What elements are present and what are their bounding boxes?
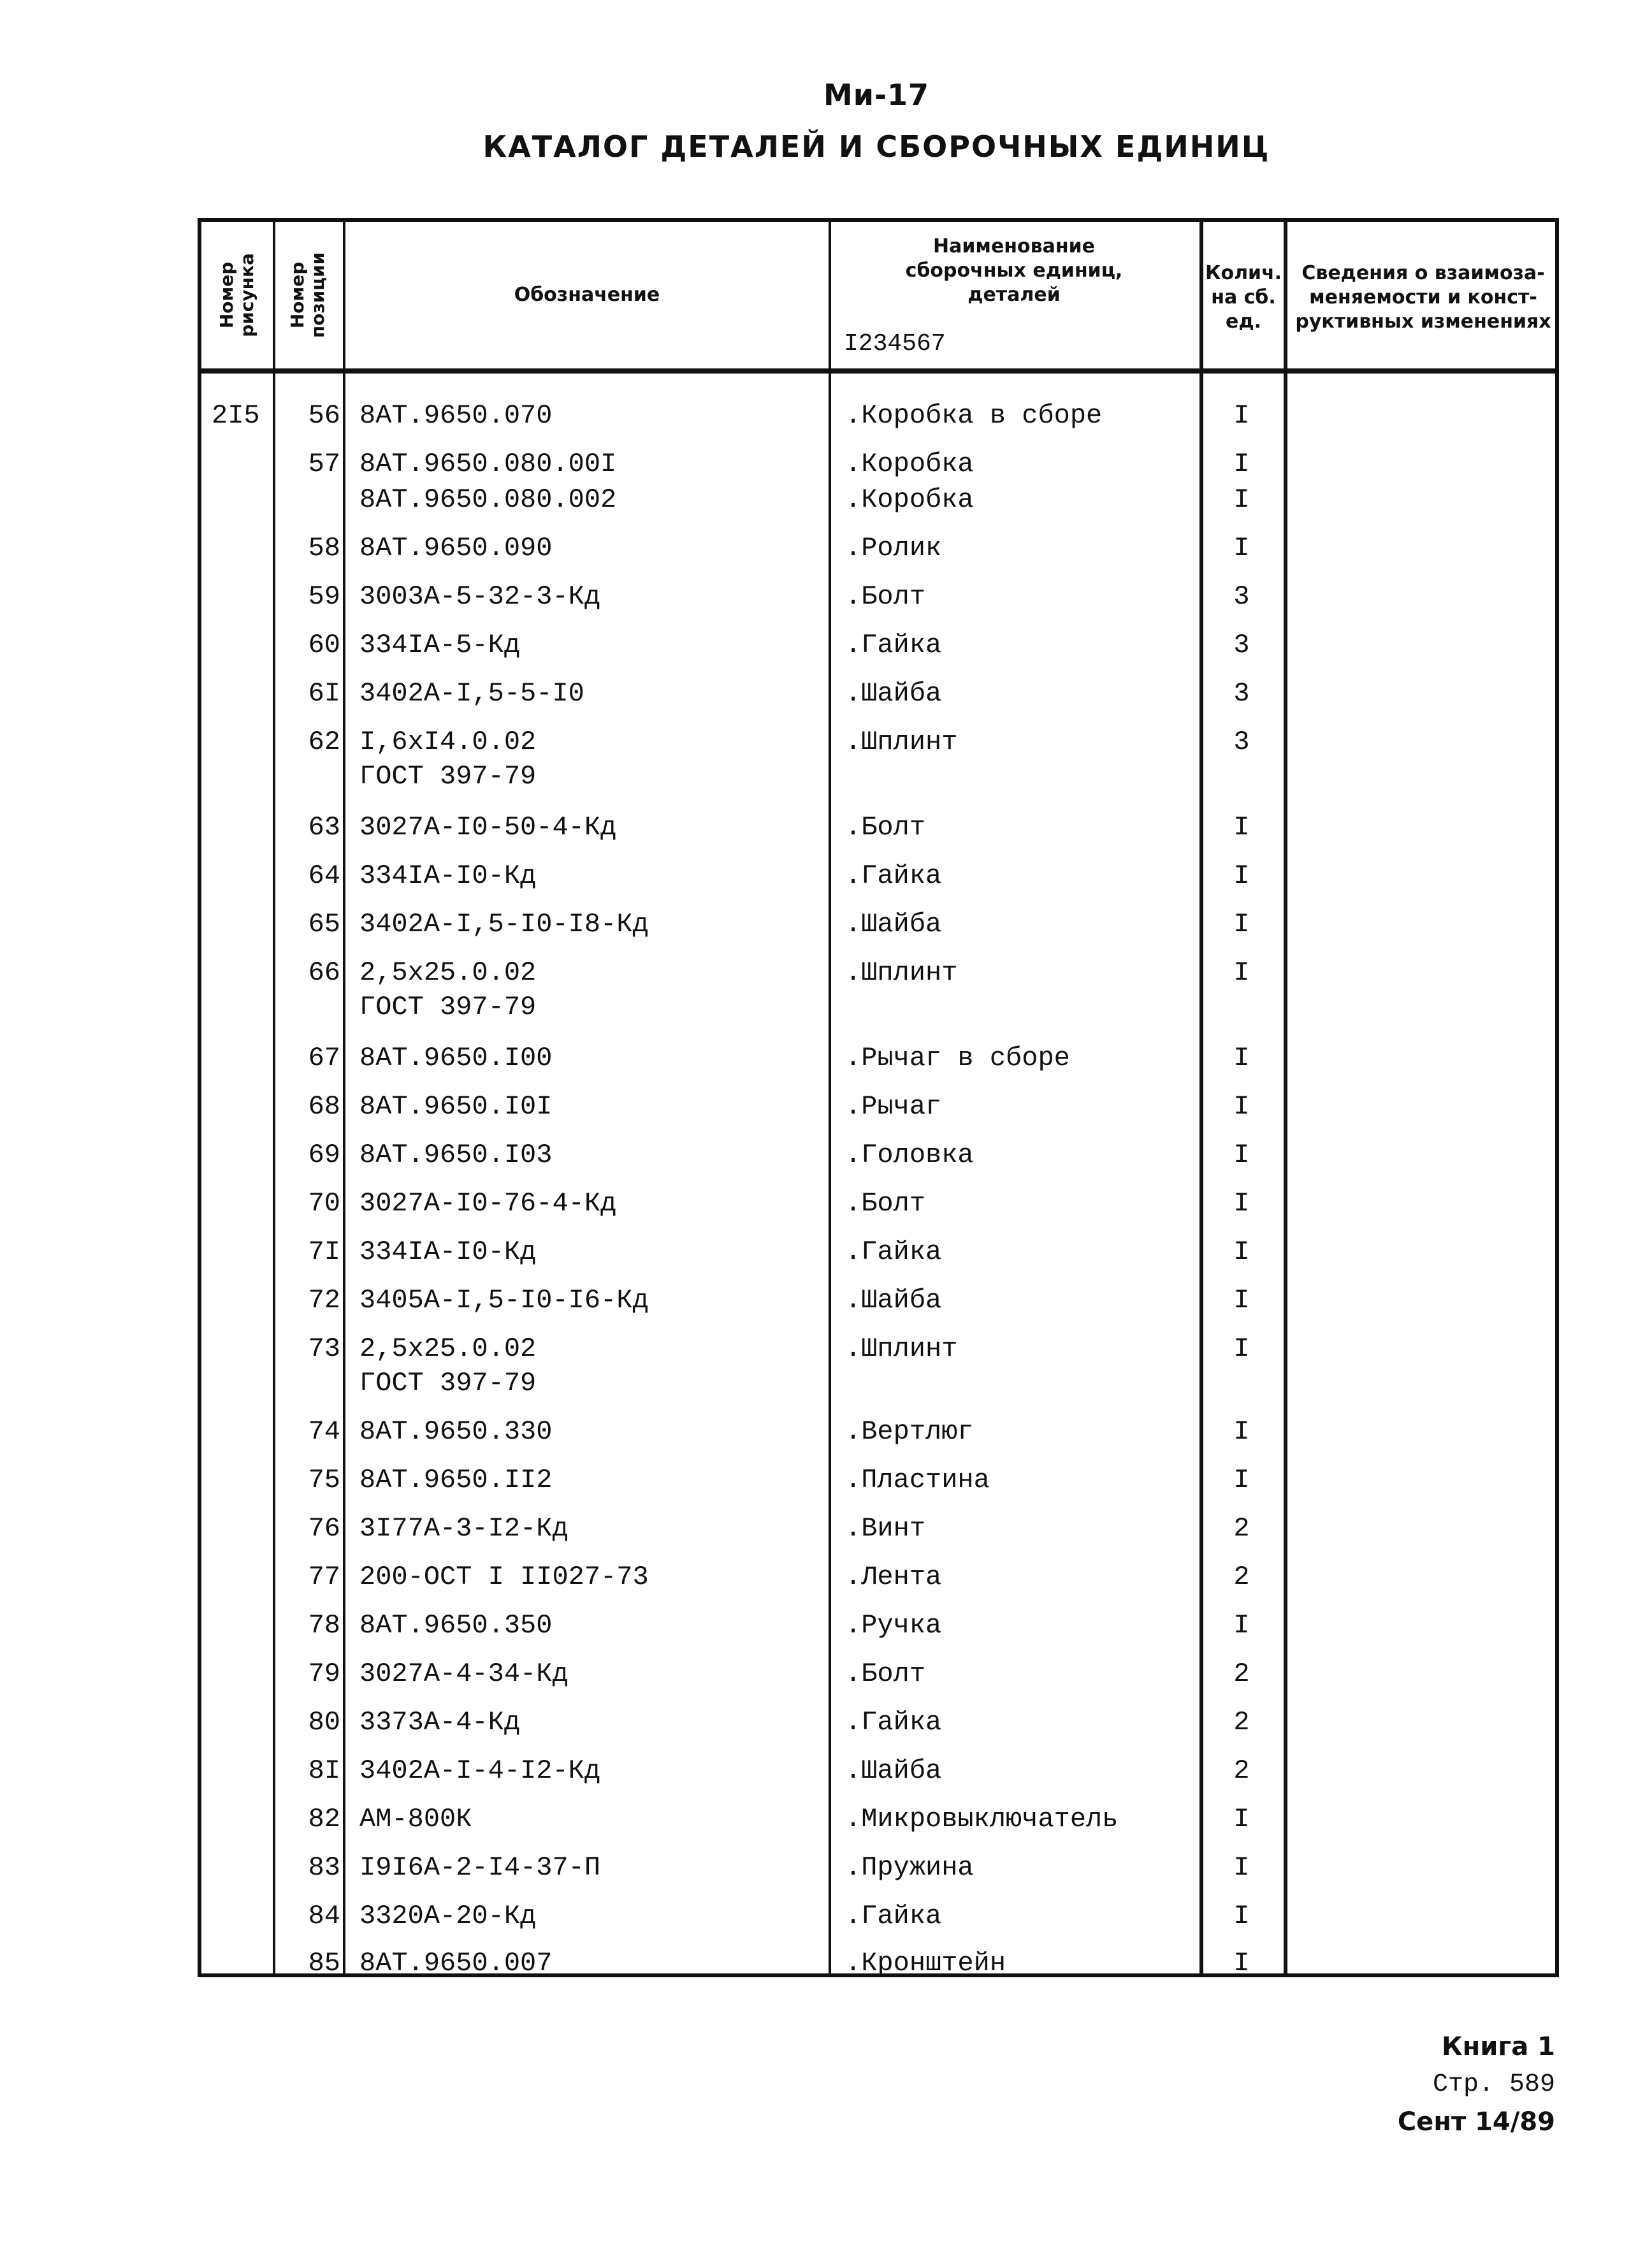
row-designation: ГОСТ 397-79 [359,761,537,792]
row-name: .Гайка [845,1901,942,1931]
row-name: .Болт [845,581,926,612]
row-quantity: 2 [1233,1513,1250,1544]
row-position: 8I [308,1755,340,1786]
row-name: .Гайка [845,861,942,891]
row-quantity: I [1233,1416,1250,1447]
footer-date: Сент 14/89 [1397,2107,1555,2137]
row-designation: I9I6А-2-I4-37-П [359,1852,601,1883]
column-divider [343,222,345,1973]
row-name: .Шайба [845,1285,942,1316]
row-designation: 334IА-5-Кд [359,630,521,660]
row-name: .Рычаг в сборе [845,1043,1070,1073]
row-designation: 3027А-I0-50-4-Кд [359,812,617,843]
row-name: .Шплинт [845,727,958,757]
row-quantity: I [1233,533,1250,563]
row-position: 72 [308,1285,340,1316]
column-divider [829,222,831,1973]
row-designation: 200-ОСТ I II027-73 [359,1562,649,1592]
row-name: .Ролик [845,533,942,563]
row-quantity: 3 [1233,727,1250,757]
row-quantity: I [1233,861,1250,891]
row-quantity: I [1233,1140,1250,1170]
row-quantity: I [1233,957,1250,988]
row-quantity: I [1233,1043,1250,1073]
row-name: .Винт [845,1513,926,1544]
row-position: 76 [308,1513,340,1544]
footer-book: Книга 1 [1441,2032,1555,2061]
row-quantity: I [1233,1285,1250,1316]
row-designation: 3402А-I,5-5-I0 [359,678,584,709]
row-quantity: 3 [1233,581,1250,612]
row-designation: 8АТ.9650.350 [359,1610,553,1641]
row-position: 84 [308,1901,340,1931]
row-designation: 3I77А-3-I2-Кд [359,1513,569,1544]
row-designation: 8АТ.9650.080.002 [359,484,617,515]
row-quantity: I [1233,484,1250,515]
row-quantity: I [1233,1852,1250,1883]
row-name: .Лента [845,1562,942,1592]
row-name: .Болт [845,1188,926,1219]
row-position: 68 [308,1091,340,1122]
row-name: .Болт [845,1659,926,1689]
row-position: 70 [308,1188,340,1219]
row-position: 6I [308,678,340,709]
row-position: 78 [308,1610,340,1641]
header-designation: Обозначение [514,284,660,306]
row-position: 64 [308,861,340,891]
row-position: 69 [308,1140,340,1170]
parts-table [198,218,1559,1977]
row-quantity: I [1233,1465,1250,1495]
row-designation: 8АТ.9650.I00 [359,1043,553,1073]
row-position: 79 [308,1659,340,1689]
row-name: .Рычаг [845,1091,942,1122]
row-position: 63 [308,812,340,843]
row-designation: 3402А-I-4-I2-Кд [359,1755,601,1786]
row-designation: 8АТ.9650.080.00I [359,449,617,479]
row-name: .Коробка [845,449,974,479]
row-position: 59 [308,581,340,612]
row-position: 7I [308,1237,340,1267]
row-name: .Болт [845,812,926,843]
row-designation: 2,5х25.0.02 [359,1333,537,1364]
row-name: .Головка [845,1140,974,1170]
row-designation: 8АТ.9650.007 [359,1948,553,1979]
row-name: .Гайка [845,630,942,660]
header-figure-number: Номер рисунка [216,253,257,337]
row-quantity: I [1233,1948,1250,1979]
row-designation: 8АТ.9650.II2 [359,1465,553,1495]
header-position-number: Номер позиции [287,252,328,338]
footer-page: Стр. 589 [1432,2070,1555,2099]
row-quantity: I [1233,449,1250,479]
row-name: .Ручка [845,1610,942,1641]
row-position: 75 [308,1465,340,1495]
row-quantity: 3 [1233,630,1250,660]
row-name: .Микровыключатель [845,1804,1119,1834]
row-quantity: I [1233,1610,1250,1641]
row-designation: АМ-800К [359,1804,472,1834]
header-indent-code: I234567 [844,330,946,358]
row-quantity: I [1233,400,1250,431]
row-quantity: 2 [1233,1562,1250,1592]
row-name: .Гайка [845,1707,942,1738]
row-position: 85 [308,1948,340,1979]
row-quantity: 2 [1233,1707,1250,1738]
row-position: 58 [308,533,340,563]
row-position: 73 [308,1333,340,1364]
row-designation: 334IА-I0-Кд [359,861,537,891]
row-designation: 3003А-5-32-3-Кд [359,581,601,612]
row-quantity: 3 [1233,678,1250,709]
row-position: 80 [308,1707,340,1738]
row-designation: 8АТ.9650.090 [359,533,553,563]
row-designation: I,6хI4.0.02 [359,727,537,757]
row-position: 67 [308,1043,340,1073]
header-quantity: Колич. на сб. ед. [1205,262,1282,333]
row-position: 74 [308,1416,340,1447]
row-designation: 3405А-I,5-I0-I6-Кд [359,1285,649,1316]
column-divider [1284,222,1287,1973]
row-designation: 3320А-20-Кд [359,1901,537,1931]
row-designation: 334IА-I0-Кд [359,1237,537,1267]
row-position: 66 [308,957,340,988]
row-position: 83 [308,1852,340,1883]
row-name: .Коробка [845,484,974,515]
row-name: .Шплинт [845,957,958,988]
row-designation: 8АТ.9650.I0I [359,1091,553,1122]
row-designation: 3027А-I0-76-4-Кд [359,1188,617,1219]
row-position: 77 [308,1562,340,1592]
row-designation: 3027А-4-34-Кд [359,1659,569,1689]
figure-number: 2I5 [212,400,260,431]
row-quantity: 2 [1233,1659,1250,1689]
row-designation: 2,5х25.0.02 [359,957,537,988]
row-position: 65 [308,909,340,940]
row-name: .Коробка в сборе [845,400,1103,431]
row-designation: 3373А-4-Кд [359,1707,521,1738]
row-designation: 8АТ.9650.330 [359,1416,553,1447]
row-name: .Шплинт [845,1333,958,1364]
row-quantity: I [1233,909,1250,940]
row-designation: 8АТ.9650.I03 [359,1140,553,1170]
row-position: 62 [308,727,340,757]
row-name: .Шайба [845,678,942,709]
row-quantity: I [1233,812,1250,843]
row-quantity: I [1233,1188,1250,1219]
row-name: .Пружина [845,1852,974,1883]
row-name: .Шайба [845,1755,942,1786]
header-separator [201,368,1555,374]
row-name: .Кронштейн [845,1948,1006,1979]
row-name: .Вертлюг [845,1416,974,1447]
row-designation: 8АТ.9650.070 [359,400,553,431]
row-name: .Пластина [845,1465,990,1495]
header-interchangeability: Сведения о взаимоза- меняемости и конст- руктивных изменениях [1295,262,1551,333]
row-quantity: 2 [1233,1755,1250,1786]
header-name: Наименование сборочных единиц, деталей [905,235,1123,306]
row-position: 57 [308,449,340,479]
row-quantity: I [1233,1804,1250,1834]
row-designation: ГОСТ 397-79 [359,1368,537,1398]
row-position: 56 [308,400,340,431]
catalog-title: КАТАЛОГ ДЕТАЛЕЙ И СБОРОЧНЫХ ЕДИНИЦ [482,129,1270,164]
row-position: 60 [308,630,340,660]
row-name: .Гайка [845,1237,942,1267]
row-quantity: I [1233,1237,1250,1267]
row-position: 82 [308,1804,340,1834]
row-quantity: I [1233,1091,1250,1122]
row-designation: ГОСТ 397-79 [359,992,537,1022]
row-name: .Шайба [845,909,942,940]
row-quantity: I [1233,1333,1250,1364]
row-quantity: I [1233,1901,1250,1931]
aircraft-title: Ми-17 [823,78,930,112]
row-designation: 3402А-I,5-I0-I8-Кд [359,909,649,940]
